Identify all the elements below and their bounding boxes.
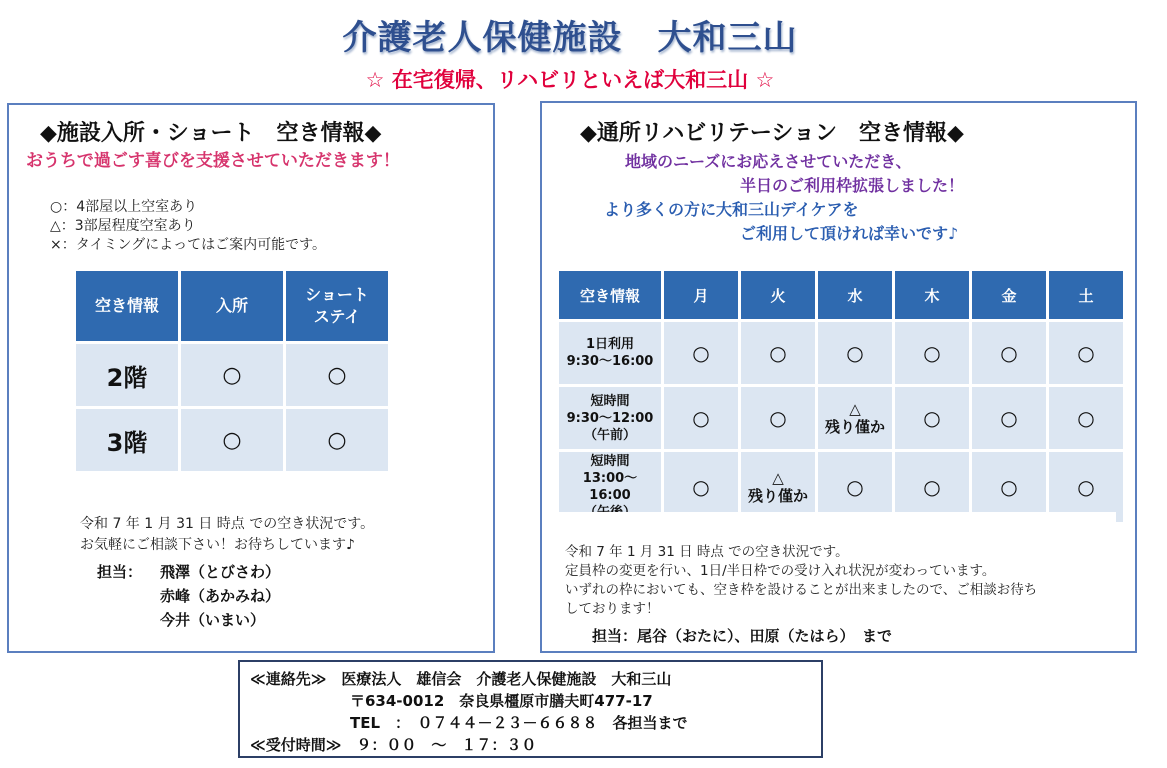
availability-mark: ○ [1049,452,1123,522]
availability-mark: △ 残り僅か [741,452,815,522]
table-row [559,322,1123,384]
column-header: 土 [1049,271,1123,319]
table-header-row [76,271,388,341]
day-rehab-heading: ◆通所リハビリテーション 空き情報◆ [580,121,964,146]
availability-mark: ○ [741,387,815,449]
note-line: いずれの枠においても、空き枠を設けることが出来ましたので、ご相談お待ち [565,582,1038,598]
column-header: ショート ステイ [286,271,388,341]
contact-address: 〒634-0012 奈良県橿原市膳夫町477-17 [350,692,653,710]
row-label: 1日利用 9:30～16:00 [559,322,661,384]
day-rehab-availability-table [556,268,1126,525]
contact-phone: TEL ： ０７４４－２３－６６８８ 各担当まで [350,714,688,732]
availability-legend [50,198,326,255]
day-rehab-notes [565,543,1037,619]
availability-mark: ○ [818,452,892,522]
note-line: 定員枠の変更を行い、1日/半日枠での受け入れ状況が変わっています。 [565,563,996,579]
column-header: 空き情報 [559,271,661,319]
contact-organization: ≪連絡先≫ 医療法人 雄信会 介護老人保健施設 大和三山 [250,670,672,688]
availability-mark: ○ [895,387,969,449]
day-rehab-message-line: 半日のご利用枠拡張しました！ [740,176,965,195]
facility-notes [80,514,374,556]
legend-item: △：3部屋程度空室あり [50,218,196,234]
note-line: 令和 7 年 1 月 31 日 時点 での空き状況です。 [565,544,849,560]
column-header: 入所 [181,271,283,341]
column-header: 金 [972,271,1046,319]
facility-availability-table [73,268,391,474]
column-header: 空き情報 [76,271,178,341]
availability-mark: ○ [972,322,1046,384]
day-rehab-message-line: より多くの方に大和三山デイケアを [604,200,859,219]
contact-hours: ≪受付時間≫ ９：００ ～ １７：３０ [250,736,537,754]
page-title: 介護老人保健施設 大和三山 [342,18,798,58]
facility-heading: ◆施設入所・ショート 空き情報◆ [40,121,382,146]
availability-mark: ○ [972,387,1046,449]
availability-mark: ○ [1049,387,1123,449]
column-header: 木 [895,271,969,319]
availability-mark: ○ [181,409,283,471]
table-row [559,387,1123,449]
availability-mark: ○ [818,322,892,384]
availability-mark: ○ [286,409,388,471]
day-rehab-staff: 担当：尾谷（おたに）、田原（たはら） まで [592,627,893,645]
table-clip-mask [556,512,1116,522]
contact-box [238,660,823,758]
day-rehab-message-line: 地域のニーズにお応えさせていただき、 [625,152,912,171]
availability-mark: ○ [286,344,388,406]
staff-name: 今井（いまい） [160,611,266,629]
page-subtitle: ☆ 在宅復帰、リハビリといえば大和三山 ☆ [365,68,775,92]
day-rehab-message-line: ご利用して頂ければ幸いです♪ [740,224,959,243]
staff-name: 飛澤（とびさわ） [160,563,281,581]
availability-mark: ○ [181,344,283,406]
availability-mark: ○ [664,452,738,522]
availability-mark: ○ [895,452,969,522]
availability-mark: ○ [741,322,815,384]
floor-label: 3階 [76,409,178,471]
availability-mark: ○ [1049,322,1123,384]
availability-mark: △ 残り僅か [818,387,892,449]
facility-staff-label: 担当： [97,563,143,581]
availability-mark: ○ [664,387,738,449]
column-header: 火 [741,271,815,319]
note-line: しております！ [565,601,660,617]
table-row [76,344,388,406]
column-header: 水 [818,271,892,319]
legend-item: ×：タイミングによってはご案内可能です。 [50,237,327,253]
availability-mark: ○ [895,322,969,384]
table-row [76,409,388,471]
availability-mark: ○ [972,452,1046,522]
note-line: 令和 7 年 1 月 31 日 時点 での空き状況です。 [80,516,375,532]
facility-tagline: おうちで過ごす喜びを支援させていただきます！ [26,151,400,171]
row-label: 短時間 9:30～12:00 （午前） [559,387,661,449]
table-header-row [559,271,1123,319]
availability-mark: ○ [664,322,738,384]
floor-label: 2階 [76,344,178,406]
column-header: 月 [664,271,738,319]
staff-name: 赤峰（あかみね） [160,587,281,605]
row-label: 短時間 13:00～ 16:00 [559,452,661,522]
legend-item: ○：4部屋以上空室あり [50,199,198,215]
facility-staff-list [160,560,280,632]
note-line: お気軽にご相談下さい！お待ちしています♪ [80,537,355,553]
